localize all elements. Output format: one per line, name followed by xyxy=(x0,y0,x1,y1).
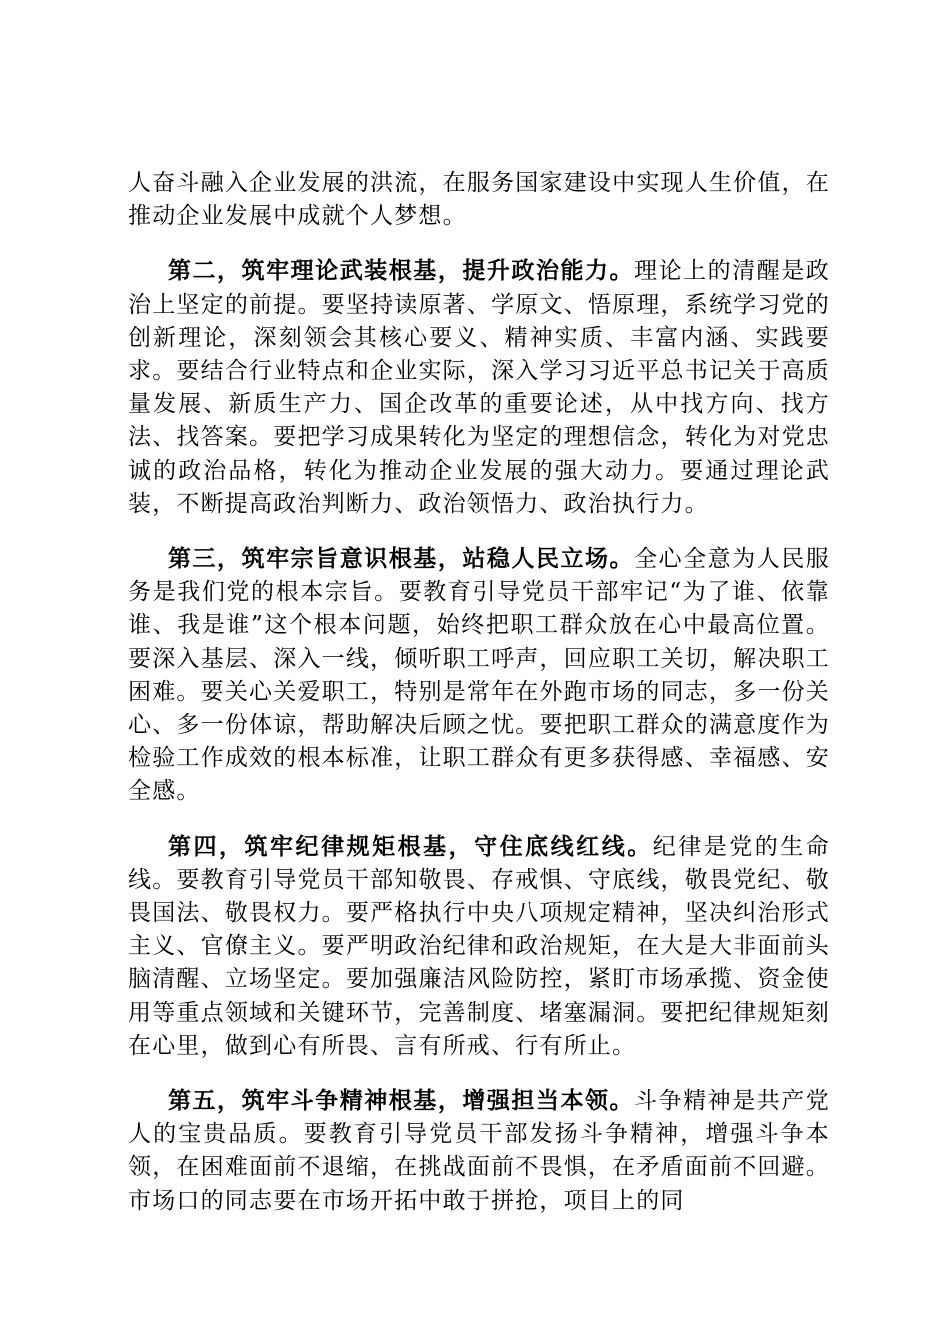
paragraph-body: 斗争精神是共产党人的宝贵品质。要教育引导党员干部发扬斗争精神，增强斗争本领，在困难面前不退缩，在挑战面前不畏惧，在矛盾面前不回避。市场口的同志要在市场开拓中敢于拼抢，项目上的同 xyxy=(128,1088,830,1214)
paragraph-fifth xyxy=(128,1084,830,1218)
paragraph-continuation xyxy=(128,166,830,233)
paragraph-lead: 第五，筑牢斗争精神根基，增强担当本领。 xyxy=(168,1087,635,1115)
paragraph-fourth xyxy=(128,830,830,1063)
paragraph-lead: 第四，筑牢纪律规矩根基，守住底线红线。 xyxy=(168,832,653,860)
paragraph-lead: 第二，筑牢理论武装根基，提升政治能力。 xyxy=(168,257,635,285)
paragraph-body: 理论上的清醒是政治上坚定的前提。要坚持读原著、学原文、悟原理，系统学习党的创新理论，深刻领会其核心要义、精神实质、丰富内涵、实践要求。要结合行业特点和企业实际，深入学习习近平总书记关于高质量发展、新质生产力、国企改革的重要论述，从中找方向、找方法、找答案。要把学习成果转化为坚定的理想信念，转化为对党忠诚的政治品格，转化为推动企业发展的强大动力。要通过理论武装，不断提高政治判断力、政治领悟力、政治执行力。 xyxy=(128,258,830,517)
paragraph-third xyxy=(128,542,830,809)
paragraph-body: 人奋斗融入企业发展的洪流，在服务国家建设中实现人生价值，在推动企业发展中成就个人梦想。 xyxy=(128,170,830,230)
paragraph-lead: 第三，筑牢宗旨意识根基，站稳人民立场。 xyxy=(168,545,635,573)
paragraph-second xyxy=(128,254,830,521)
paragraph-body: 纪律是党的生命线。要教育引导党员干部知敬畏、存戒惧、守底线，敬畏党纪、敬畏国法、敬畏权力。要严格执行中央八项规定精神，坚决纠治形式主义、官僚主义。要严明政治纪律和政治规矩，在大是大非面前头脑清醒、立场坚定。要加强廉洁风险防控，紧盯市场承揽、资金使用等重点领域和关键环节，完善制度、堵塞漏洞。要把纪律规矩刻在心里，做到心有所畏、言有所戒、行有所止。 xyxy=(128,833,830,1059)
document-page xyxy=(128,166,830,1239)
paragraph-body: 全心全意为人民服务是我们党的根本宗旨。要教育引导党员干部牢记“为了谁、依靠谁、我是谁”这个根本问题，始终把职工群众放在心中最高位置。要深入基层、深入一线，倾听职工呼声，回应职工关切，解决职工困难。要关心关爱职工，特别是常年在外跑市场的同志，多一份关心、多一份体谅，帮助解决后顾之忧。要把职工群众的满意度作为检验工作成效的根本标准，让职工群众有更多获得感、幸福感、安全感。 xyxy=(128,546,830,805)
